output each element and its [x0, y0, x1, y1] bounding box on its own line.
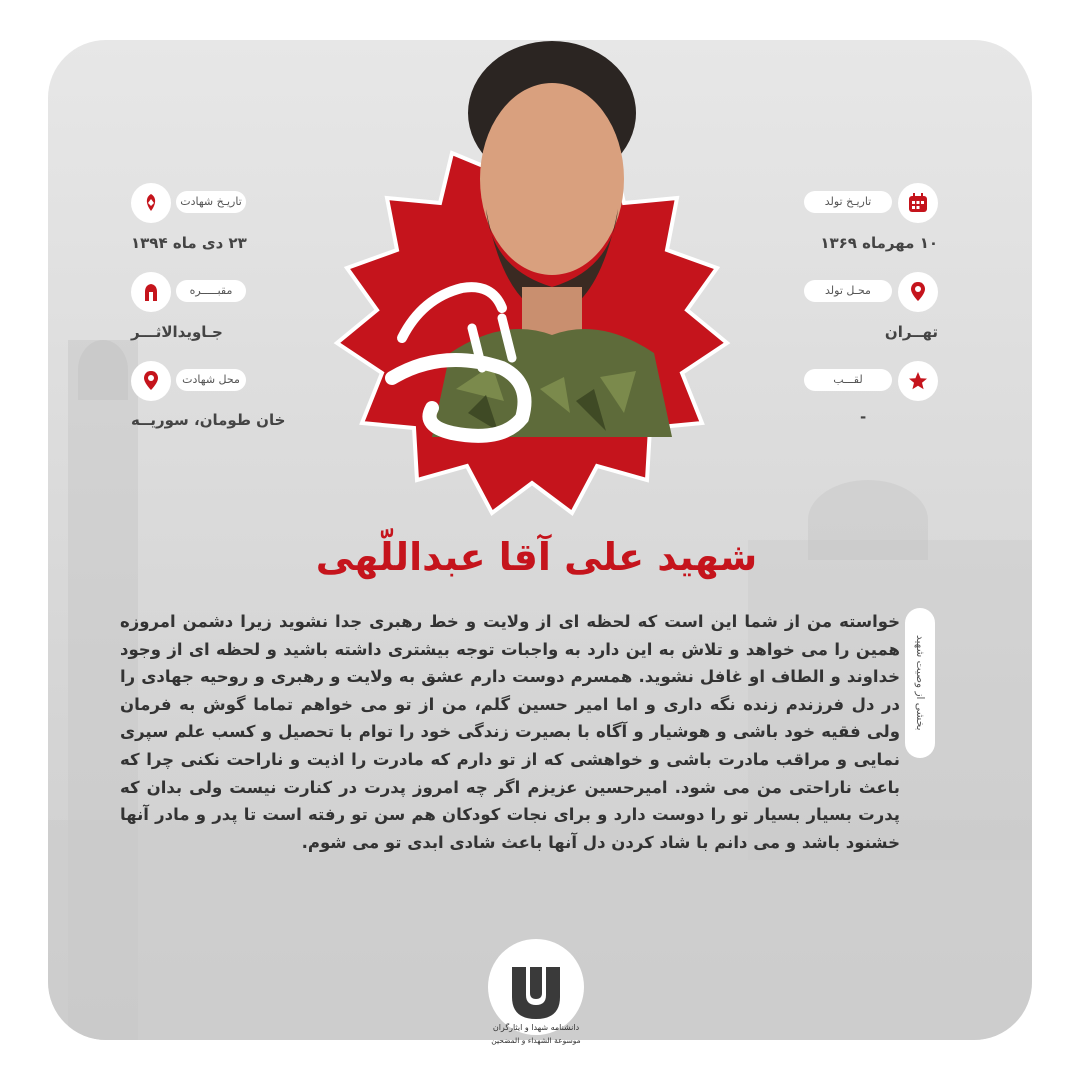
location-icon — [898, 272, 938, 312]
martyrdom-place-label: محل شهادت — [176, 369, 246, 391]
martyrdom-date-label: تاریـخ شهادت — [176, 191, 246, 213]
will-text: خواسته من از شما این است که لحظه ای از ولایت و خط رهبری جدا نشوید زیرا دشمن امروزه همین را می خواهد و تلاش به این دارد به واجبات توجه بیشتری داشته باشید و لحظه ای از وجود خداوند و الطاف او غافل نشوید. همسرم دوست دارم عشق به ولایت و رهبری و روحیه جهادی را در دل فرزندم زنده نگه داری و اما امیر حسین گلم، من از تو می خواهم تماما گوش به فرمان ولی فقیه خود باشی و هوشیار و آگاه با بصیرت زندگی خود را توام با تحصیل و کسب علم سپری نمایی و مراقب مادرت باشی و خواهشی که از تو دارم که مادرت را اذیت و ناراحت نکنی چرا که باعث ناراحتی من می شود. امیرحسین عزیزم اگر چه امروز پدرت در کنارت نیست ولی بدان که پدرت بسیار بسیار تو را دوست دارد و برای نجات کودکان هم سن تو رفته است تا پدر و مادر آنها خشنود باشد و می دانم با شاد کردن دل آنها باعث شادی ابدی تو می شوم. — [120, 612, 900, 852]
logo — [486, 937, 586, 1037]
logo-text-arabic: موسوعة الشهداء و المضحين — [491, 1036, 581, 1045]
logo-text-persian: دانشنامه شهدا و ایثارگران — [492, 1023, 580, 1032]
birth-date-label: تاریـخ تولد — [804, 191, 892, 213]
martyrdom-place-value: خان طومان، سوریــه — [131, 411, 286, 429]
martyr-name: شهید علی آقا عبداللّهی — [315, 535, 758, 579]
calendar-icon — [898, 183, 938, 223]
star-icon — [898, 361, 938, 401]
calligraphy-title — [362, 258, 562, 458]
calligraphy-icon — [362, 258, 562, 458]
portrait-frame — [322, 118, 752, 538]
birth-place-label: محـل تولد — [804, 280, 892, 302]
martyrdom-date-value: ۲۳ دی ماه ۱۳۹۴ — [131, 234, 247, 252]
logo-icon — [486, 937, 586, 1037]
location-pin-icon — [131, 361, 171, 401]
tomb-icon — [131, 272, 171, 312]
birth-place-value: تهــران — [884, 323, 938, 341]
title-label: لقـــب — [804, 369, 892, 391]
background-dome — [78, 340, 128, 400]
tomb-value: جـاویدالاثـــر — [131, 323, 223, 341]
birth-date-value: ۱۰ مهرماه ۱۳۶۹ — [820, 234, 938, 252]
rose-icon — [131, 183, 171, 223]
will-label-text: بخشی از وصیت شهید — [914, 635, 926, 731]
will-label — [905, 608, 935, 758]
title-value: - — [860, 408, 867, 426]
tomb-label: مقبـــــره — [176, 280, 246, 302]
